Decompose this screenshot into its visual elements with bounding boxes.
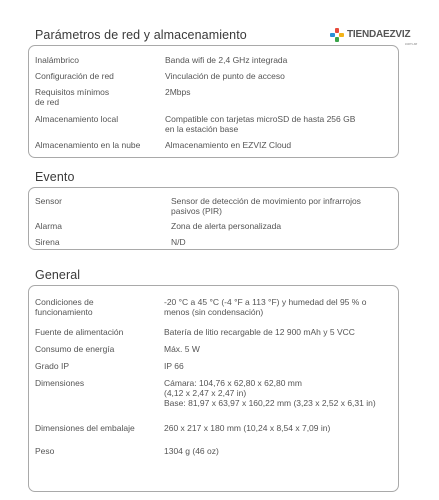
spec-table-network bbox=[28, 45, 399, 158]
spec-label: Sensor bbox=[35, 196, 62, 206]
spec-table-general bbox=[28, 285, 399, 492]
spec-value: Compatible con tarjetas microSD de hasta 256 GB en la estación base bbox=[165, 114, 356, 134]
brand-wordmark: TIENDAEZVIZ bbox=[347, 29, 411, 40]
spec-value: 1304 g (46 oz) bbox=[164, 446, 219, 456]
spec-value: IP 66 bbox=[164, 361, 184, 371]
spec-value: Banda wifi de 2,4 GHz integrada bbox=[165, 55, 288, 65]
spec-value: Almacenamiento en EZVIZ Cloud bbox=[165, 140, 292, 150]
spec-label: Consumo de energía bbox=[35, 344, 115, 354]
spec-value: Sensor de detección de movimiento por infrarrojos pasivos (PIR) bbox=[171, 196, 361, 216]
section-title-event: Evento bbox=[35, 170, 75, 184]
spec-value: Vinculación de punto de acceso bbox=[165, 71, 285, 81]
spec-value: Máx. 5 W bbox=[164, 344, 200, 354]
spec-value: -20 °C a 45 °C (-4 °F a 113 °F) y humedad del 95 % o menos (sin condensación) bbox=[164, 297, 367, 317]
spec-value: 260 x 217 x 180 mm (10,24 x 8,54 x 7,09 in) bbox=[164, 423, 331, 433]
spec-label: Almacenamiento en la nube bbox=[35, 140, 141, 150]
spec-label: Grado IP bbox=[35, 361, 70, 371]
spec-label: Alarma bbox=[35, 221, 62, 231]
spec-table-event bbox=[28, 187, 399, 250]
spec-value: Cámara: 104,76 x 62,80 x 62,80 mm (4,12 x 2,47 x 2,47 in) Base: 81,97 x 63,97 x 160,22 mm (3,23 x 2,52 x 6,31 in) bbox=[164, 378, 376, 408]
brand-logo-icon bbox=[330, 28, 344, 42]
spec-value: 2Mbps bbox=[165, 87, 191, 97]
spec-label: Fuente de alimentación bbox=[35, 327, 124, 337]
spec-value: N/D bbox=[171, 237, 186, 247]
section-title-network: Parámetros de red y almacenamiento bbox=[35, 28, 247, 42]
spec-label: Almacenamiento local bbox=[35, 114, 119, 124]
spec-label: Sirena bbox=[35, 237, 60, 247]
section-title-general: General bbox=[35, 268, 81, 282]
spec-value: Batería de litio recargable de 12 900 mAh y 5 VCC bbox=[164, 327, 355, 337]
spec-label: Peso bbox=[35, 446, 55, 456]
spec-label: Configuración de red bbox=[35, 71, 114, 81]
spec-label: Requisitos mínimos de red bbox=[35, 87, 110, 107]
spec-label: Condiciones de funcionamiento bbox=[35, 297, 94, 317]
spec-label: Dimensiones del embalaje bbox=[35, 423, 135, 433]
spec-label: Dimensiones bbox=[35, 378, 85, 388]
spec-label: Inalámbrico bbox=[35, 55, 79, 65]
brand-domain: com.ar bbox=[405, 41, 418, 46]
spec-value: Zona de alerta personalizada bbox=[171, 221, 282, 231]
